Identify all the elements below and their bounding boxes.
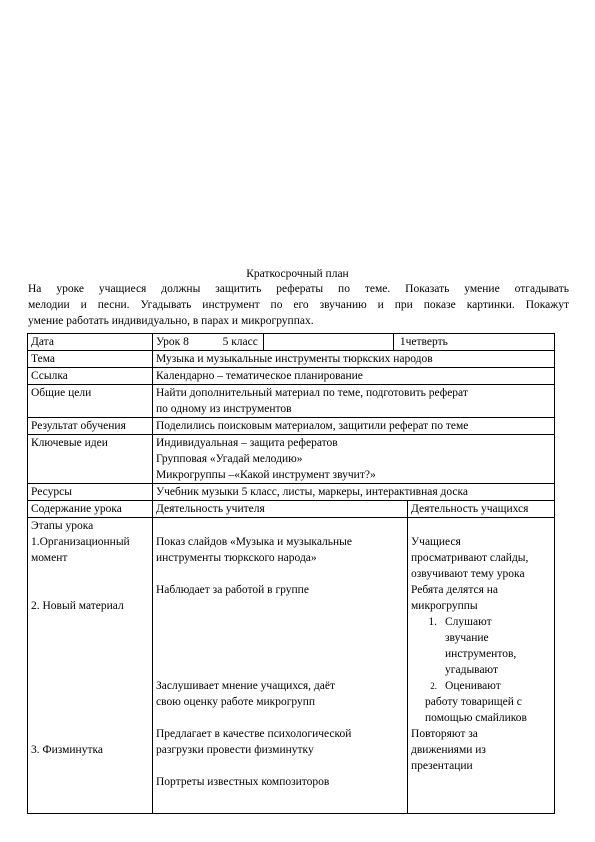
plan-title: Краткосрочный план bbox=[246, 268, 349, 280]
resources-label: Ресурсы bbox=[28, 484, 153, 501]
lesson-cell bbox=[153, 334, 264, 351]
ideas-label: Ключевые идеи bbox=[28, 435, 153, 484]
stage-1: момент bbox=[31, 552, 68, 564]
topic-label: Тема bbox=[28, 351, 153, 368]
intro-line: На уроке учащиеся должны защитить рефераты по теме. Показать умение отгадывать bbox=[28, 283, 569, 295]
students-step: просматривают слайды, bbox=[411, 552, 529, 564]
goals-line: по одному из инструментов bbox=[156, 403, 292, 415]
students-step: движениями из bbox=[411, 744, 486, 756]
teacher-step: свою оценку работе микрогрупп bbox=[156, 696, 316, 708]
list-item bbox=[411, 662, 551, 678]
stage-2: 2. Новый материал bbox=[31, 600, 124, 612]
table-row bbox=[28, 484, 555, 501]
intro-line: умение работать индивидуально, в парах и микрогруппах. bbox=[28, 315, 314, 327]
list-text: инструментов, bbox=[445, 648, 517, 660]
quarter: 1четверть bbox=[399, 336, 448, 348]
result-label: Результат обучения bbox=[28, 418, 153, 435]
list-number: 1. bbox=[428, 616, 438, 628]
content-header: Содержание урока bbox=[28, 501, 153, 518]
teacher-step: инструменты тюркского народа» bbox=[156, 552, 317, 564]
link-label: Ссылка bbox=[28, 368, 153, 385]
quarter-cell bbox=[394, 334, 555, 351]
teacher-step: Портреты известных композиторов bbox=[156, 776, 330, 788]
resources-value: Учебник музыки 5 класс, листы, маркеры, интерактивная доска bbox=[153, 484, 555, 501]
list-item bbox=[411, 646, 551, 662]
list-number: 2. bbox=[430, 681, 438, 691]
students-step: Ребята делятся на bbox=[411, 584, 499, 596]
list-item bbox=[411, 694, 551, 710]
list-item bbox=[411, 678, 551, 694]
list-text: Слушают bbox=[445, 616, 492, 628]
table-row bbox=[28, 334, 555, 351]
students-step: Повторяют за bbox=[411, 728, 478, 740]
stages-cell bbox=[28, 518, 153, 814]
teacher-step: Предлагает в качестве психологической bbox=[156, 728, 352, 740]
topic-value: Музыка и музыкальные инструменты тюркских народов bbox=[153, 351, 555, 368]
teacher-step: Наблюдает за работой в группе bbox=[156, 584, 309, 596]
stages-title: Этапы урока bbox=[31, 520, 94, 532]
teacher-header: Деятельность учителя bbox=[153, 501, 408, 518]
teacher-cell bbox=[153, 518, 408, 814]
teacher-step: Показ слайдов «Музыка и музыкальные bbox=[156, 536, 353, 548]
table-row bbox=[28, 501, 555, 518]
ideas-value bbox=[153, 435, 555, 484]
stage-1: 1.Организационный bbox=[31, 536, 130, 548]
table-row bbox=[28, 418, 555, 435]
goals-label: Общие цели bbox=[28, 385, 153, 418]
lesson-empty bbox=[264, 334, 394, 351]
students-header: Деятельность учащихся bbox=[408, 501, 555, 518]
list-text: звучание bbox=[445, 632, 489, 644]
students-step: презентации bbox=[411, 760, 473, 772]
stage-3: 3. Физминутка bbox=[31, 744, 103, 756]
list-item bbox=[411, 710, 551, 726]
plan-table bbox=[27, 333, 555, 814]
list-text: Оценивают bbox=[445, 680, 501, 692]
grade: 5 класс bbox=[222, 336, 258, 348]
intro-paragraph bbox=[28, 281, 569, 329]
table-row bbox=[28, 351, 555, 368]
goals-value bbox=[153, 385, 555, 418]
list-text: угадывают bbox=[445, 664, 499, 676]
ideas-line: Индивидуальная – защита рефератов bbox=[156, 437, 338, 449]
teacher-step: Заслушивает мнение учащихся, даёт bbox=[156, 680, 335, 692]
list-item bbox=[411, 614, 551, 630]
table-row bbox=[28, 435, 555, 484]
table-row bbox=[28, 385, 555, 418]
students-step: Учащиеся bbox=[411, 536, 461, 548]
table-row bbox=[28, 518, 555, 814]
result-value: Поделились поисковым материалом, защитили реферат по теме bbox=[153, 418, 555, 435]
intro-line: мелодии и песни. Угадывать инструмент по его звучанию и при показе картинки. Покажут bbox=[28, 299, 569, 311]
lesson-number: Урок 8 bbox=[156, 336, 189, 348]
teacher-step: разгрузки провести физминутку bbox=[156, 744, 314, 756]
list-item bbox=[411, 630, 551, 646]
students-cell bbox=[408, 518, 555, 814]
list-text: работу товарищей с bbox=[425, 696, 522, 708]
list-text: помощью смайликов bbox=[425, 712, 527, 724]
students-step: микрогруппы bbox=[411, 600, 478, 612]
students-step: озвучивают тему урока bbox=[411, 568, 525, 580]
goals-line: Найти дополнительный материал по теме, подготовить реферат bbox=[156, 387, 468, 399]
link-value: Календарно – тематическое планирование bbox=[153, 368, 555, 385]
date-label: Дата bbox=[28, 334, 153, 351]
ideas-line: Микрогруппы –«Какой инструмент звучит?» bbox=[156, 469, 376, 481]
table-row bbox=[28, 368, 555, 385]
ideas-line: Групповая «Угадай мелодию» bbox=[156, 453, 303, 465]
